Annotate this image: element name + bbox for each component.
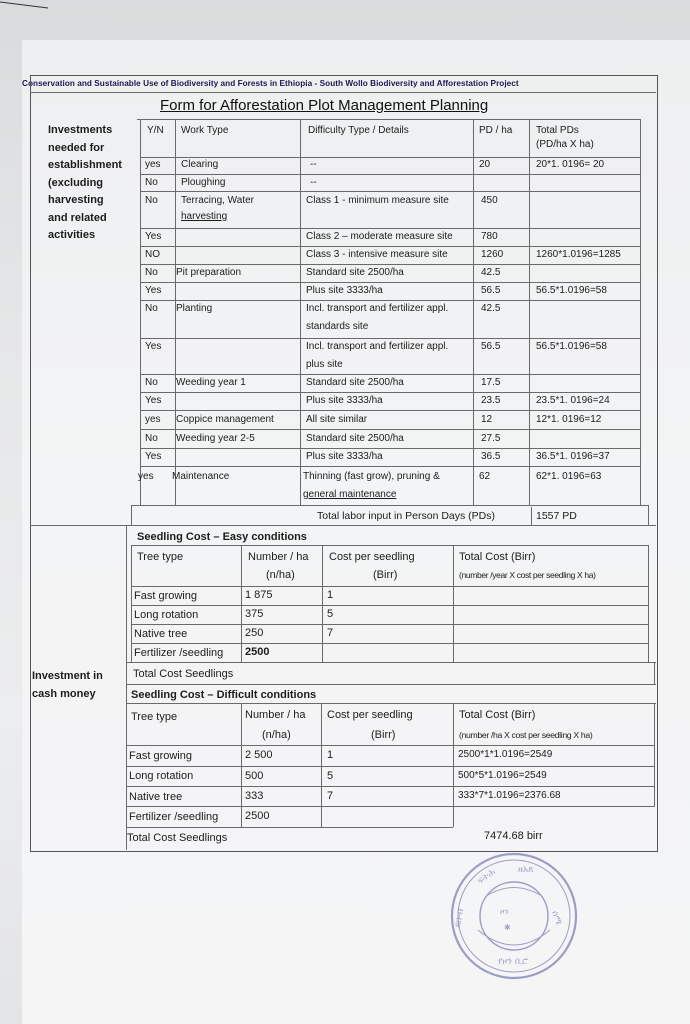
difficult-row-total: 333*7*1.0196=2376.68 xyxy=(458,790,561,801)
easy-cost-subheader: (Birr) xyxy=(373,569,398,581)
row-detail: Class 2 – moderate measure site xyxy=(306,231,453,242)
row-work: Clearing xyxy=(181,159,219,170)
row-detail: Incl. transport and fertilizer appl. xyxy=(306,341,449,352)
easy-title-rule xyxy=(131,545,648,546)
row-yn: No xyxy=(145,377,158,388)
easy-number-header: Number / ha xyxy=(248,551,309,563)
difficult-row-cost: 1 xyxy=(327,749,334,761)
easy-row-rule xyxy=(131,586,648,587)
row-detail: -- xyxy=(310,177,317,188)
easy-col-line xyxy=(322,545,323,662)
easy-row-cost: 7 xyxy=(327,627,334,639)
row-work: Maintenance xyxy=(172,471,230,482)
row-yn: Yes xyxy=(145,395,162,406)
svg-text:የዞን ቢሮ: የዞን ቢሮ xyxy=(498,957,528,967)
easy-row-rule xyxy=(131,605,648,606)
difficult-row-number: 2500 xyxy=(245,810,270,822)
row-yn: yes xyxy=(138,471,154,482)
row-total: 56.5*1.0196=58 xyxy=(536,285,607,296)
svg-text:ዞን: ዞን xyxy=(500,907,509,916)
row-work-cont: harvesting xyxy=(181,211,228,222)
row-yn: No xyxy=(145,267,158,278)
easy-row-rule xyxy=(131,643,648,644)
total-box-left xyxy=(131,505,132,525)
section2-label-col-line xyxy=(126,525,127,850)
easy-number-subheader: (n/ha) xyxy=(266,569,295,581)
easy-row-rule xyxy=(131,624,648,625)
easy-right-line xyxy=(648,545,649,662)
row-work: Planting xyxy=(176,303,213,314)
difficult-cost-header: Cost per seedling xyxy=(327,709,413,721)
easy-title: Seedling Cost – Easy conditions xyxy=(137,531,307,543)
difficult-row-type: Native tree xyxy=(129,791,183,803)
right-col-line xyxy=(640,119,641,505)
yn-header: Y/N xyxy=(147,125,164,136)
total-pds-subheader: (PD/ha X ha) xyxy=(536,139,594,150)
row-work: Terracing, Water xyxy=(181,195,254,206)
header-rule xyxy=(30,92,656,93)
easy-col-line xyxy=(453,545,454,662)
row-rule xyxy=(140,264,640,265)
easy-total-subheader: (number /year X cost per seedling X ha) xyxy=(459,570,596,580)
row-yn: Yes xyxy=(145,451,162,462)
svg-text:✱: ✱ xyxy=(504,923,511,932)
row-pd: 1260 xyxy=(481,249,504,260)
form-title: Form for Afforestation Plot Management Planning xyxy=(160,97,489,114)
easy-total-label: Total Cost Seedlings xyxy=(133,668,234,680)
row-detail: -- xyxy=(310,159,317,170)
row-detail: Standard site 2500/ha xyxy=(306,433,404,444)
easy-total-rule xyxy=(126,684,656,685)
row-rule xyxy=(140,174,640,175)
row-detail: All site similar xyxy=(306,414,368,425)
easy-total-right xyxy=(654,662,655,684)
total-pds-header: Total PDs xyxy=(536,125,579,136)
row-total: 36.5*1. 0196=37 xyxy=(536,451,610,462)
row-total: 23.5*1. 0196=24 xyxy=(536,395,610,406)
difficult-row-number: 333 xyxy=(245,790,264,802)
easy-row-type: Long rotation xyxy=(134,609,199,621)
difficult-cost-subheader: (Birr) xyxy=(371,729,396,741)
row-pd: 56.5 xyxy=(481,285,501,296)
row-rule xyxy=(140,157,640,158)
easy-row-number: 1 875 xyxy=(245,589,273,601)
project-header: Conservation and Sustainable Use of Biodiversity and Forests in Ethiopia - South Wollo Biodiversity and Afforestation Project xyxy=(22,79,519,88)
difficult-total-subheader: (number /ha X cost per seedling X ha) xyxy=(459,730,593,740)
difficult-row-type: Fast growing xyxy=(129,750,192,762)
row-work: Weeding year 2-5 xyxy=(176,433,255,444)
difficult-col-line xyxy=(241,703,242,827)
difficult-row-total: 500*5*1.0196=2549 xyxy=(458,770,547,781)
row-yn: NO xyxy=(145,249,160,260)
difficulty-header: Difficulty Type / Details xyxy=(308,125,409,136)
easy-col-line xyxy=(241,545,242,662)
row-work: Pit preparation xyxy=(176,267,242,278)
difficult-total-header: Total Cost (Birr) xyxy=(459,709,536,721)
section-divider xyxy=(30,525,656,526)
row-rule xyxy=(140,338,640,339)
row-pd: 36.5 xyxy=(481,451,501,462)
easy-row-cost: 5 xyxy=(327,608,334,620)
row-detail: Class 3 - intensive measure site xyxy=(306,249,448,260)
row-rule xyxy=(140,191,640,192)
row-pd: 42.5 xyxy=(481,303,501,314)
row-rule xyxy=(140,448,640,449)
easy-tree-header: Tree type xyxy=(137,551,184,563)
row-rule xyxy=(140,466,640,467)
difficult-tree-header: Tree type xyxy=(131,711,178,723)
row-detail: Plus site 3333/ha xyxy=(306,285,383,296)
row-rule xyxy=(140,410,640,411)
row-yn: Yes xyxy=(145,285,162,296)
row-pd: 780 xyxy=(481,231,498,242)
row-total: 56.5*1.0196=58 xyxy=(536,341,607,352)
row-pd: 17.5 xyxy=(481,377,501,388)
difficult-number-subheader: (n/ha) xyxy=(262,729,291,741)
difficult-row-type: Long rotation xyxy=(129,770,194,782)
row-pd: 12 xyxy=(481,414,493,425)
difficult-row-rule xyxy=(126,806,654,807)
svg-text:ፍትሕ: ፍትሕ xyxy=(475,867,498,887)
total-labor-value: 1557 PD xyxy=(536,510,577,522)
difficult-total-value: 7474.68 birr xyxy=(484,830,543,842)
row-pd: 56.5 xyxy=(481,341,501,352)
difficult-row-rule xyxy=(126,827,453,828)
official-stamp-seal xyxy=(448,850,580,982)
easy-cost-header: Cost per seedling xyxy=(329,551,415,563)
difficult-col-line xyxy=(321,703,322,827)
row-pd: 27.5 xyxy=(481,433,501,444)
row-rule xyxy=(140,282,640,283)
difficult-row-cost: 7 xyxy=(327,790,334,802)
row-detail-cont: standards site xyxy=(306,321,369,332)
row-rule xyxy=(140,300,640,301)
svg-text:ዘአጸ: ዘአጸ xyxy=(518,865,534,875)
row-yn: No xyxy=(145,433,158,444)
difficult-title-rule xyxy=(126,703,656,704)
difficult-row-number: 500 xyxy=(245,770,264,782)
easy-row-type: Native tree xyxy=(134,628,188,640)
row-yn: No xyxy=(145,177,158,188)
easy-left-line xyxy=(131,545,132,662)
row-rule xyxy=(140,429,640,430)
row-total: 1260*1.0196=1285 xyxy=(536,249,621,260)
total-box-right xyxy=(648,505,649,525)
row-rule xyxy=(140,228,640,229)
row-pd: 20 xyxy=(479,159,491,170)
row-detail: Standard site 2500/ha xyxy=(306,267,404,278)
difficult-row-total: 2500*1*1.0196=2549 xyxy=(458,749,553,760)
difficult-row-rule xyxy=(126,786,654,787)
row-yn: yes xyxy=(145,159,161,170)
easy-row-cost: 1 xyxy=(327,589,334,601)
easy-total-header: Total Cost (Birr) xyxy=(459,551,536,563)
row-detail: Incl. transport and fertilizer appl. xyxy=(306,303,449,314)
difficult-row-rule xyxy=(126,745,654,746)
easy-row-type: Fertilizer /seedling xyxy=(134,647,224,659)
row-rule xyxy=(131,505,648,506)
row-total: 62*1. 0196=63 xyxy=(536,471,602,482)
row-rule xyxy=(140,246,640,247)
title-rule xyxy=(137,119,640,120)
row-work: Weeding year 1 xyxy=(176,377,246,388)
difficult-number-header: Number / ha xyxy=(245,709,306,721)
difficult-title: Seedling Cost – Difficult conditions xyxy=(131,689,317,701)
difficult-row-number: 2 500 xyxy=(245,749,273,761)
easy-row-number: 250 xyxy=(245,627,264,639)
row-detail-cont: general maintenance xyxy=(303,489,397,500)
total-labor-label: Total labor input in Person Days (PDs) xyxy=(317,510,495,522)
row-detail: Standard site 2500/ha xyxy=(306,377,404,388)
total-value-divider xyxy=(531,507,532,525)
difficult-row-rule xyxy=(126,766,654,767)
svg-text:ደቡብ: ደቡብ xyxy=(453,908,467,929)
row-yn: Yes xyxy=(145,341,162,352)
stray-pen-mark xyxy=(0,0,60,14)
row-detail: Plus site 3333/ha xyxy=(306,395,383,406)
difficult-right-line xyxy=(654,703,655,807)
difficult-col-line xyxy=(453,703,454,827)
row-detail-cont: plus site xyxy=(306,359,343,370)
row-yn: Yes xyxy=(145,231,162,242)
row-pd: 450 xyxy=(481,195,498,206)
row-pd: 42.5 xyxy=(481,267,501,278)
row-total: 20*1. 0196= 20 xyxy=(536,159,605,170)
pd-ha-header: PD / ha xyxy=(479,125,513,136)
row-detail: Class 1 - minimum measure site xyxy=(306,195,449,206)
row-detail: Plus site 3333/ha xyxy=(306,451,383,462)
svg-text:ሰሜ: ሰሜ xyxy=(549,909,564,927)
row-rule xyxy=(140,392,640,393)
row-pd: 62 xyxy=(479,471,491,482)
row-pd: 23.5 xyxy=(481,395,501,406)
row-total: 12*1. 0196=12 xyxy=(536,414,602,425)
row-rule xyxy=(140,374,640,375)
easy-row-type: Fast growing xyxy=(134,590,197,602)
difficult-total-label: Total Cost Seedlings xyxy=(127,832,228,844)
row-yn: No xyxy=(145,303,158,314)
row-yn: yes xyxy=(145,414,161,425)
row-yn: No xyxy=(145,195,158,206)
work-type-header: Work Type xyxy=(181,125,229,136)
section2-label: Investment in cash money xyxy=(32,670,103,700)
row-work: Coppice management xyxy=(176,414,274,425)
difficult-row-cost: 5 xyxy=(327,770,334,782)
row-detail: Thinning (fast grow), pruning & xyxy=(303,471,440,482)
row-work: Ploughing xyxy=(181,177,226,188)
easy-row-number: 2500 xyxy=(245,646,270,658)
easy-row-rule xyxy=(126,662,656,663)
easy-row-number: 375 xyxy=(245,608,264,620)
difficult-row-type: Fertilizer /seedling xyxy=(129,811,219,823)
section1-label: Investments needed for establishment (excluding harvesting and related activities xyxy=(48,124,122,241)
